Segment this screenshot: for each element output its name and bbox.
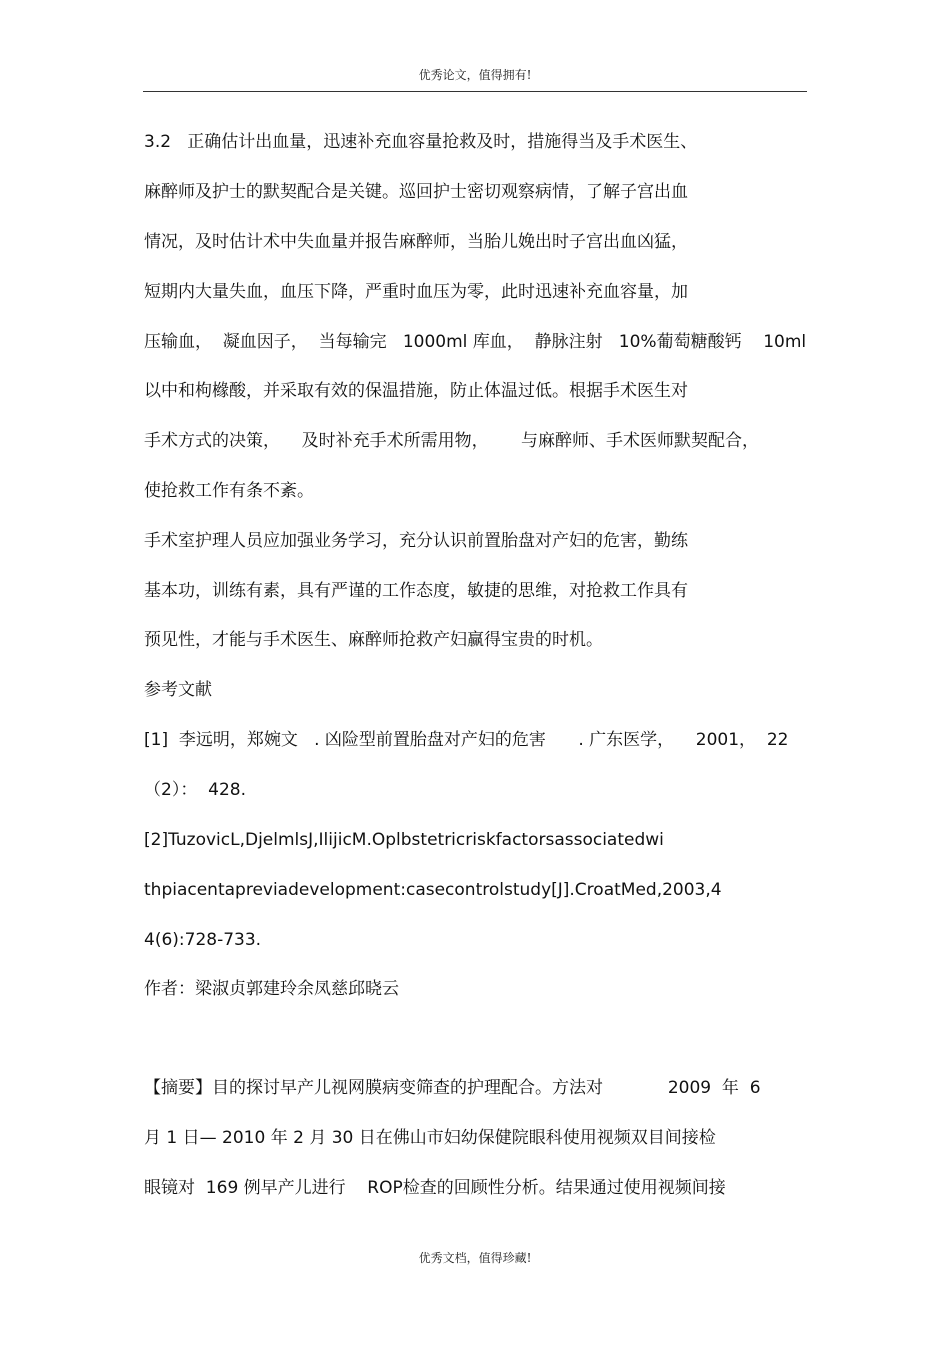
body-line: 情况，及时估计术中失血量并报告麻醉师，当胎儿娩出时子宫出血凶猛，	[144, 232, 688, 252]
reference-item: thpiacentapreviadevelopment:casecontrolstudy[J].CroatMed,2003,4	[144, 880, 722, 900]
authors-line: 作者：梁淑贞郭建玲余凤慈邱晓云	[144, 979, 399, 999]
body-line: 基本功，训练有素，具有严谨的工作态度，敏捷的思维，对抢救工作具有	[144, 581, 688, 601]
body-line: 使抢救工作有条不紊。	[144, 481, 314, 501]
abstract-line: 月 1 日— 2010 年 2 月 30 日在佛山市妇幼保健院眼科使用视频双目间接检	[144, 1128, 716, 1148]
header-divider	[143, 91, 807, 92]
body-line: 压输血， 凝血因子， 当每输完 1000ml 库血， 静脉注射 10%葡萄糖酸钙 10ml	[144, 332, 807, 352]
reference-item: [1] 李远明，郑婉文 . 凶险型前置胎盘对产妇的危害 . 广东医学， 2001， 22	[144, 730, 789, 750]
body-line: 短期内大量失血，血压下降，严重时血压为零，此时迅速补充血容量，加	[144, 282, 688, 302]
body-line: 麻醉师及护士的默契配合是关键。巡回护士密切观察病情，了解子宫出血	[144, 182, 688, 202]
body-line: 预见性，才能与手术医生、麻醉师抢救产妇赢得宝贵的时机。	[144, 630, 603, 650]
body-line: 手术室护理人员应加强业务学习，充分认识前置胎盘对产妇的危害，勤练	[144, 531, 688, 551]
page-footer: 优秀文档，值得珍藏!	[418, 1251, 532, 1265]
body-line: 以中和枸橼酸，并采取有效的保温措施，防止体温过低。根据手术医生对	[144, 381, 688, 401]
body-line: 手术方式的决策， 及时补充手术所需用物， 与麻醉师、手术医师默契配合，	[144, 431, 760, 451]
reference-item: [2]TuzovicL,DjelmlsJ,IlijicM.Oplbstetricriskfactorsassociatedwi	[144, 830, 664, 850]
reference-item: 4(6):728-733.	[144, 930, 262, 950]
references-heading: 参考文献	[144, 680, 212, 700]
abstract-line: 【摘要】目的探讨早产儿视网膜病变筛查的护理配合。方法对 2009 年 6	[144, 1078, 761, 1098]
body-line: 3.2 正确估计出血量，迅速补充血容量抢救及时，措施得当及手术医生、	[144, 132, 698, 152]
reference-item: （2）： 428.	[144, 780, 246, 800]
abstract-line: 眼镜对 169 例早产儿进行 ROP检查的回顾性分析。结果通过使用视频间接	[144, 1178, 726, 1198]
page-header: 优秀论文，值得拥有!	[418, 68, 532, 82]
